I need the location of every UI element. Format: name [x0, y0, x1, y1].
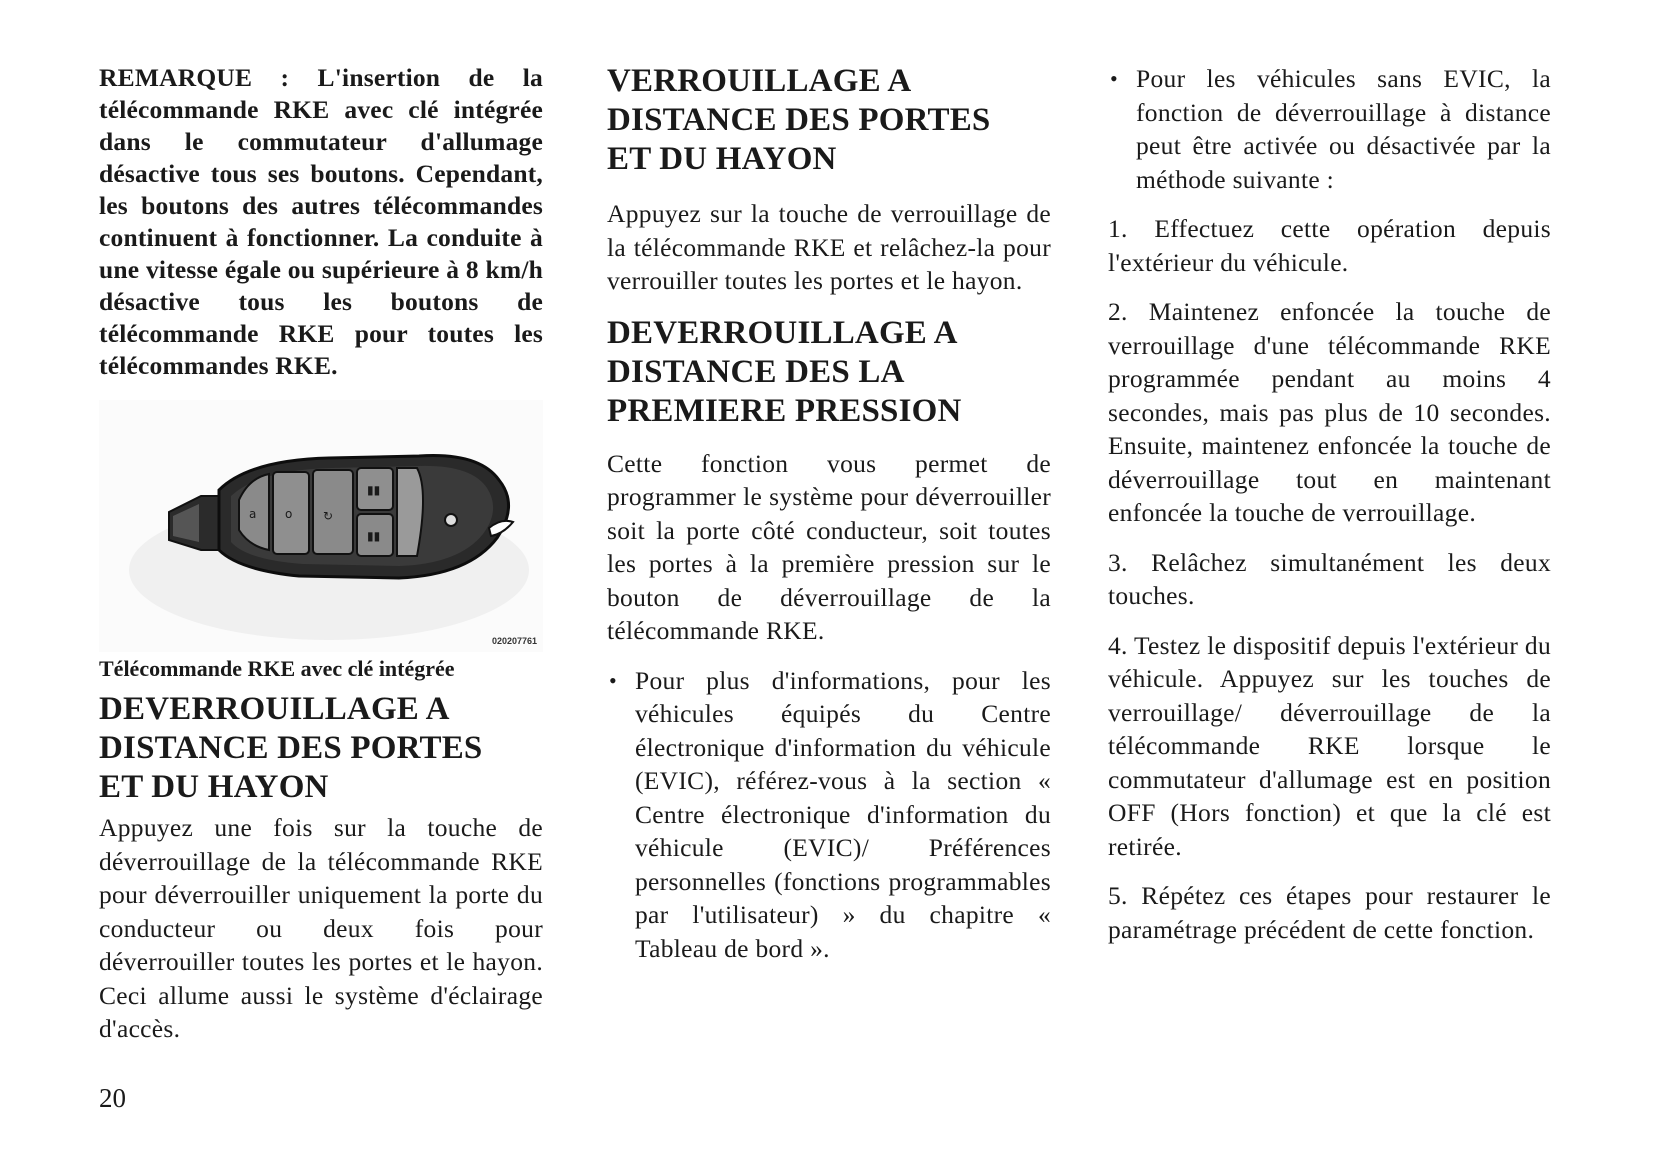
figure-caption: Télécommande RKE avec clé intégrée [99, 656, 455, 681]
step-4: 4. Testez le dispositif depuis l'extérieur du véhicule. Appuyez sur les touches de verrouillage/ déverrouillage de la télécommande RKE lorsque le commutateur d'allumage est en position OFF (Hors fonction) et que la clé est retirée. [1108, 630, 1551, 861]
section-heading-unlock-doors: DEVERROUILLAGE A DISTANCE DES PORTES ET DU HAYON [99, 691, 483, 805]
page-number: 20 [99, 1083, 126, 1113]
unlock-doors-body: Appuyez une fois sur la touche de déverrouillage de la télécommande RKE pour déverrouiller uniquement la porte du conducteur ou deux fois pour déverrouiller toutes les portes et le hayon. Ceci allume aussi le système d'éclairage d'accès. [99, 813, 543, 1043]
bullet-marker: • [609, 667, 618, 693]
evic-bullet-text: Pour plus d'informations, pour les véhicules équipés du Centre électronique d'information du véhicule (EVIC), référez-vous à la section « Centre électronique d'information du véhicule (EVIC)/ Préférences personnelles (fonctions programmables par l'utilisateur) » du chapitre « Tableau de bord ». [635, 665, 1051, 963]
step-3: 3. Relâchez simultanément les deux touches. [1108, 547, 1551, 610]
step-2: 2. Maintenez enfoncée la touche de verrouillage d'une télécommande RKE programmée pendant au moins 4 secondes, mais pas plus de 10 secondes. Ensuite, maintenez enfoncée la touche de déverrouillage tout en maintenant enfoncée la touche de verrouillage. [1108, 297, 1551, 527]
left-column [99, 62, 543, 1046]
step-1: 1. Effectuez cette opération depuis l'extérieur du véhicule. [1108, 214, 1551, 277]
rke-key-fob-figure [99, 400, 543, 652]
list-item [607, 664, 1051, 966]
first-press-body: Cette fonction vous permet de programmer le système pour déverrouiller soit la porte côté conducteur, soit toutes les portes à la première pression sur le bouton de déverrouillage de la télécommande RKE. [607, 448, 1051, 645]
section-heading-lock-doors: VERROUILLAGE A DISTANCE DES PORTES ET DU HAYON [607, 63, 991, 177]
svg-text:▮▮: ▮▮ [367, 483, 381, 497]
key-fob-illustration [99, 400, 543, 652]
right-column [1108, 62, 1551, 946]
svg-text:↻: ↻ [323, 509, 334, 523]
no-evic-bullet-list [1108, 62, 1551, 196]
lock-doors-body: Appuyez sur la touche de verrouillage de la télécommande RKE et relâchez-la pour verrouiller toutes les portes et le hayon. [607, 199, 1051, 295]
no-evic-bullet-text: Pour les véhicules sans EVIC, la fonction de déverrouillage à distance peut être activée ou désactivée par la méthode suivante : [1136, 64, 1551, 194]
svg-text:▮▮: ▮▮ [367, 529, 381, 543]
section-heading-first-press: DEVERROUILLAGE A DISTANCE DES LA PREMIERE PRESSION [607, 314, 962, 429]
remarque-note: REMARQUE : L'insertion de la télécommande RKE avec clé intégrée dans le commutateur d'allumage désactive tous ses boutons. Cependant, les boutons des autres télécommandes continuent à fonctionner. La conduite à une vitesse égale ou supérieure à 8 km/h désactive tous les boutons de télécommande RKE pour toutes les télécommandes RKE. [99, 63, 543, 380]
list-item [1108, 62, 1551, 196]
svg-text:a: a [249, 507, 257, 521]
evic-bullet-list [607, 664, 1051, 966]
svg-text:o: o [285, 507, 293, 521]
figure-code: 020207761 [491, 636, 537, 646]
middle-column [607, 62, 1051, 965]
step-5: 5. Répétez ces étapes pour restaurer le paramétrage précédent de cette fonction. [1108, 881, 1551, 944]
bullet-marker: • [1110, 66, 1119, 91]
